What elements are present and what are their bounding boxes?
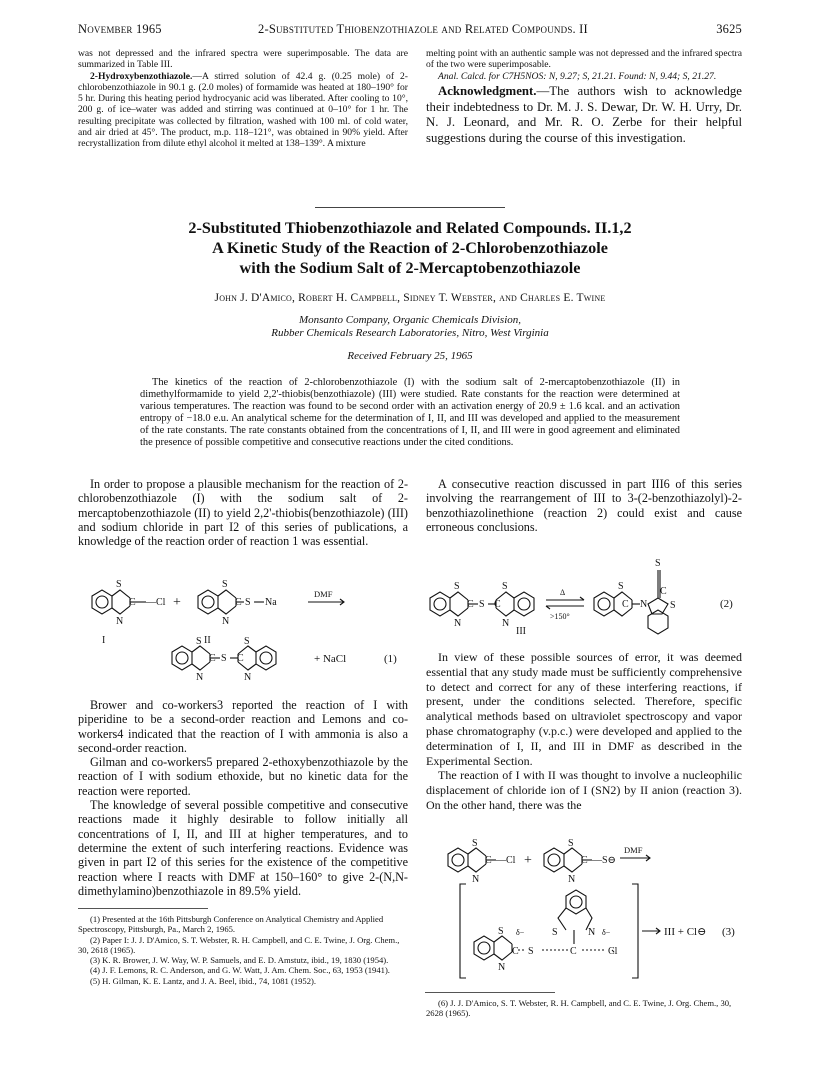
sodium-atom-label: Na [265, 597, 277, 608]
nitrogen-atom-label: N [568, 874, 576, 885]
compound-label-III: III [516, 626, 526, 637]
partial-charge: δ− [516, 928, 525, 937]
received-date: Received February 25, 1965 [347, 350, 473, 362]
reaction-2-scheme [426, 548, 744, 640]
paragraph: Brower and co-workers3 reported the reaction of I with piperidine to be a second-order reaction and Lemons and co-workers4 indicated that the reaction of I with ammonia is also a second-order reaction. [78, 698, 408, 755]
footnote: (2) Paper I: J. J. D'Amico, S. T. Webster, R. H. Campbell, and C. E. Twine, J. Org. Chem., 30, 2618 (1965). [78, 934, 400, 955]
footnote: (6) J. J. D'Amico, S. T. Webster, R. H. Campbell, and C. E. Twine, J. Org. Chem., 30, 2628 (1965). [426, 998, 732, 1019]
header-date: November 1965 [78, 22, 162, 36]
sulfur-atom-label: S [245, 597, 251, 608]
sulfur-atom-label: S [221, 653, 227, 664]
sulfur-atom-label: S [196, 636, 202, 647]
carbon-atom-label: C [494, 599, 501, 610]
acknowledgment [426, 84, 742, 146]
carbon-atom-label: C [512, 946, 519, 957]
nitrogen-atom-label: N [244, 672, 252, 683]
title-line-3: with the Sodium Salt of 2-Mercaptobenzothiazole [239, 259, 581, 277]
right-body-intro [426, 477, 742, 534]
nitrogen-atom-label: N [116, 616, 124, 627]
header-running-title: 2-Substituted Thiobenzothiazole and Related Compounds. II [258, 22, 588, 36]
sulfur-atom-label: S [116, 579, 122, 590]
compound-label-II: II [204, 635, 211, 646]
nitrogen-atom-label: N [196, 672, 204, 683]
abstract: The kinetics of the reaction of 2-chlorobenzothiazole (I) with the sodium salt of 2-mercaptobenzothiazole (II) in dimethylformamide to yield 2,2'-thiobis(benzothiazole) (III) were studied. Rate constants for the reaction were determined at various temperatures. The reaction was found to be second order with an activation energy of 20.9 ± 1.6 kcal. and an activation entropy of −18.0 e.u. An analytical scheme for the determination of I, II, and III was developed and applied to the measurement of the rate constants. The rate constants obtained from the concentrations of I, II, and III were in good agreement and eliminated the presence of possible competitive and consecutive reactions under the cited conditions. [140, 377, 680, 448]
paragraph [78, 71, 408, 150]
carbon-atom-label: C [581, 855, 588, 866]
nitrogen-atom-label: N [502, 618, 510, 629]
reaction-1-scheme [78, 568, 410, 696]
plus-sign: + [524, 853, 532, 868]
left-body-intro [78, 477, 408, 548]
header-page-number: 3625 [716, 22, 742, 36]
chlorine-atom-label: —Cl [146, 597, 166, 608]
carbon-atom-label: C [660, 586, 667, 597]
footnote-rule [78, 908, 208, 909]
footnote: (4) J. F. Lemons, R. C. Anderson, and G. W. Watt, J. Am. Chem. Soc., 63, 1953 (1941). [90, 965, 390, 976]
sulfur-atom-label: S [244, 636, 250, 647]
footnotes-right [426, 998, 742, 1019]
reaction-3-products: III + Cl⊖ [664, 926, 707, 938]
carbon-atom-label: C [467, 599, 474, 610]
solvent-label: DMF [624, 845, 643, 855]
byproduct-label: + NaCl [314, 653, 347, 665]
paragraph: Gilman and co-workers5 prepared 2-ethoxybenzothiazole by the reaction of I with sodium ethoxide, but no kinetic data for the reaction were reported. [78, 755, 408, 798]
paragraph: was not depressed and the infrared spectra were superimposable. The data are summarized in Table III. [78, 48, 408, 71]
paragraph: The knowledge of several possible competitive and consecutive reactions made it highly desirable to follow initially all concentrations of I, II, and III at higher temperatures, and to determine the extent of such interfering reactions. Evidence was given in part I2 of this series for the existence of the competitive reaction where I reacts with DMF at 150–160° to give 2-(N,N-dimethylamino)benzothiazole in 89.5% yield. [78, 798, 408, 898]
paragraph-body: —A stirred solution of 42.4 g. (0.25 mole) of 2-chlorobenzothiazole in 90.1 g. (2.0 moles) of formamide was heated at 180–190° for 5 hr. During this heating period hydrocyanic acid was liberated. After cooling to 10°, 200 g. of ice–water was added and stirring was continued at 0–10° for 1 hr. The resulting precipitate was collected by filtration, washed with 100 ml. of cold water, and air dried at 45°. The product, m.p. 118–121°, was obtained in 90% yield. After recrystallization from dilute ethyl alcohol it melted at 138–139°. A mixture [78, 70, 408, 150]
nitrogen-atom-label: N [222, 616, 230, 627]
footnote: (1) Presented at the 16th Pittsburgh Conference on Analytical Chemistry and Applied Spectroscopy, Pittsburgh, Pa., March 2, 1965. [78, 914, 384, 935]
carbon-atom-label: C [235, 597, 242, 608]
nitrogen-atom-label: N [640, 599, 648, 610]
equation-number-2: (2) [720, 598, 733, 610]
partial-charge: δ− [602, 928, 611, 937]
carbon-atom-label: C [209, 653, 216, 664]
reaction-3-scheme [426, 838, 744, 988]
top-left-column [78, 48, 408, 150]
paragraph: melting point with an authentic sample was not depressed and the infrared spectra of the two were superimposable. [426, 48, 742, 71]
sulfur-atom-label: S [454, 581, 460, 592]
sulfur-atom-label: S [479, 599, 485, 610]
nitrogen-atom-label: N [454, 618, 462, 629]
sulfur-atom-label: S [222, 579, 228, 590]
affiliation-line-2: Rubber Chemicals Research Laboratories, Nitro, West Virginia [271, 327, 549, 339]
sulfur-atom-label: S [552, 927, 558, 938]
analysis-paragraph: Anal. Calcd. for C7H5NOS: N, 9.27; S, 21.21. Found: N, 9.44; S, 21.27. [438, 70, 717, 82]
paragraph: In view of these possible sources of error, it was deemed essential that any study made must be sufficiently comprehensive to detect and correct for any of these interfering reactions, if present, under the conditions selected. Therefore, specific analytical methods based on ultraviolet spectroscopy and vapor phase chromatography (v.p.c.) were developed and applied to the determination of I, II, and III in DMF as described in the Experimental Section. [426, 650, 742, 768]
plus-sign: + [173, 595, 181, 610]
temperature-label: >150° [550, 612, 570, 621]
title-line-2: A Kinetic Study of the Reaction of 2-Chlorobenzothiazole [212, 239, 608, 257]
footnotes-left [78, 914, 408, 986]
running-header [78, 22, 742, 38]
author-list: John J. D'Amico, Robert H. Campbell, Sidney T. Webster, and Charles E. Twine [214, 292, 606, 304]
chlorine-atom-label: Cl [608, 946, 618, 957]
paragraph: The reaction of I with II was thought to involve a nucleophilic displacement of chloride ion of I (SN2) by II anion (reaction 3). On the other hand, there was the [426, 768, 742, 812]
nitrogen-atom-label: N [498, 962, 506, 973]
sulfur-atom-label: S [670, 600, 676, 611]
heat-symbol: Δ [560, 588, 566, 597]
carbon-atom-label: C [622, 599, 629, 610]
affiliation-line-1: Monsanto Company, Organic Chemicals Division, [298, 314, 522, 326]
acknowledgment-heading: Acknowledgment. [438, 84, 537, 98]
carbon-atom-label: C [485, 855, 492, 866]
paragraph: A consecutive reaction discussed in part III6 of this series involving the rearrangement of III to 3-(2-benzothiazolyl)-2-benzothiazolinethione (reaction 2) could exist and cause erroneous conclusions. [426, 477, 742, 534]
carbon-atom-label: C [129, 597, 136, 608]
sulfur-atom-label: S [528, 946, 534, 957]
right-body-continued [426, 650, 742, 813]
section-divider [315, 207, 505, 208]
title-line-1: 2-Substituted Thiobenzothiazole and Related Compounds. II.1,2 [188, 219, 632, 237]
sulfur-atom-label: S [502, 581, 508, 592]
carbon-atom-label: C [570, 946, 577, 957]
thione-sulfur-label: S [655, 558, 661, 569]
left-body-continued [78, 698, 408, 898]
equation-number-3: (3) [722, 926, 735, 938]
sulfur-atom-label: S [498, 926, 504, 937]
affiliation [60, 314, 760, 340]
nitrogen-atom-label: N [472, 874, 480, 885]
compound-label-I: I [102, 635, 106, 646]
nitrogen-atom-label: N [588, 927, 596, 938]
solvent-label: DMF [314, 589, 333, 599]
footnote: (5) H. Gilman, K. E. Lantz, and J. A. Beel, ibid., 74, 1081 (1952). [90, 975, 317, 986]
thiolate-label: —S⊖ [592, 855, 616, 866]
footnote-rule [425, 992, 555, 993]
acknowledgment-body: —The authors wish to acknowledge their indebtedness to Dr. M. J. S. Dewar, Dr. W. H. Urry, Dr. N. J. Leonard, and Mr. R. O. Zerbe for their helpful suggestions during the course of this investigation. [426, 84, 742, 145]
sulfur-atom-label: S [568, 838, 574, 849]
paragraph: In order to propose a plausible mechanism for the reaction of 2-chlorobenzothiazole (I) with the sodium salt of 2-mercaptobenzothiazole (II) to yield 2,2'-thiobis(benzothiazole) (III) and sodium chloride in part I2 of this series of publications, a knowledge of the reaction order of reaction 1 was essential. [78, 477, 408, 549]
sulfur-atom-label: S [472, 838, 478, 849]
equation-number-1: (1) [384, 653, 397, 665]
chlorine-atom-label: —Cl [496, 855, 516, 866]
top-right-column [426, 48, 742, 82]
run-in-heading: 2-Hydroxybenzothiazole. [90, 70, 193, 82]
footnote: (3) K. R. Brower, J. W. Way, W. P. Samuels, and E. D. Amstutz, ibid., 19, 1830 (1954). [90, 955, 389, 966]
article-title [60, 218, 760, 278]
sulfur-atom-label: S [618, 581, 624, 592]
carbon-atom-label: C [237, 653, 244, 664]
